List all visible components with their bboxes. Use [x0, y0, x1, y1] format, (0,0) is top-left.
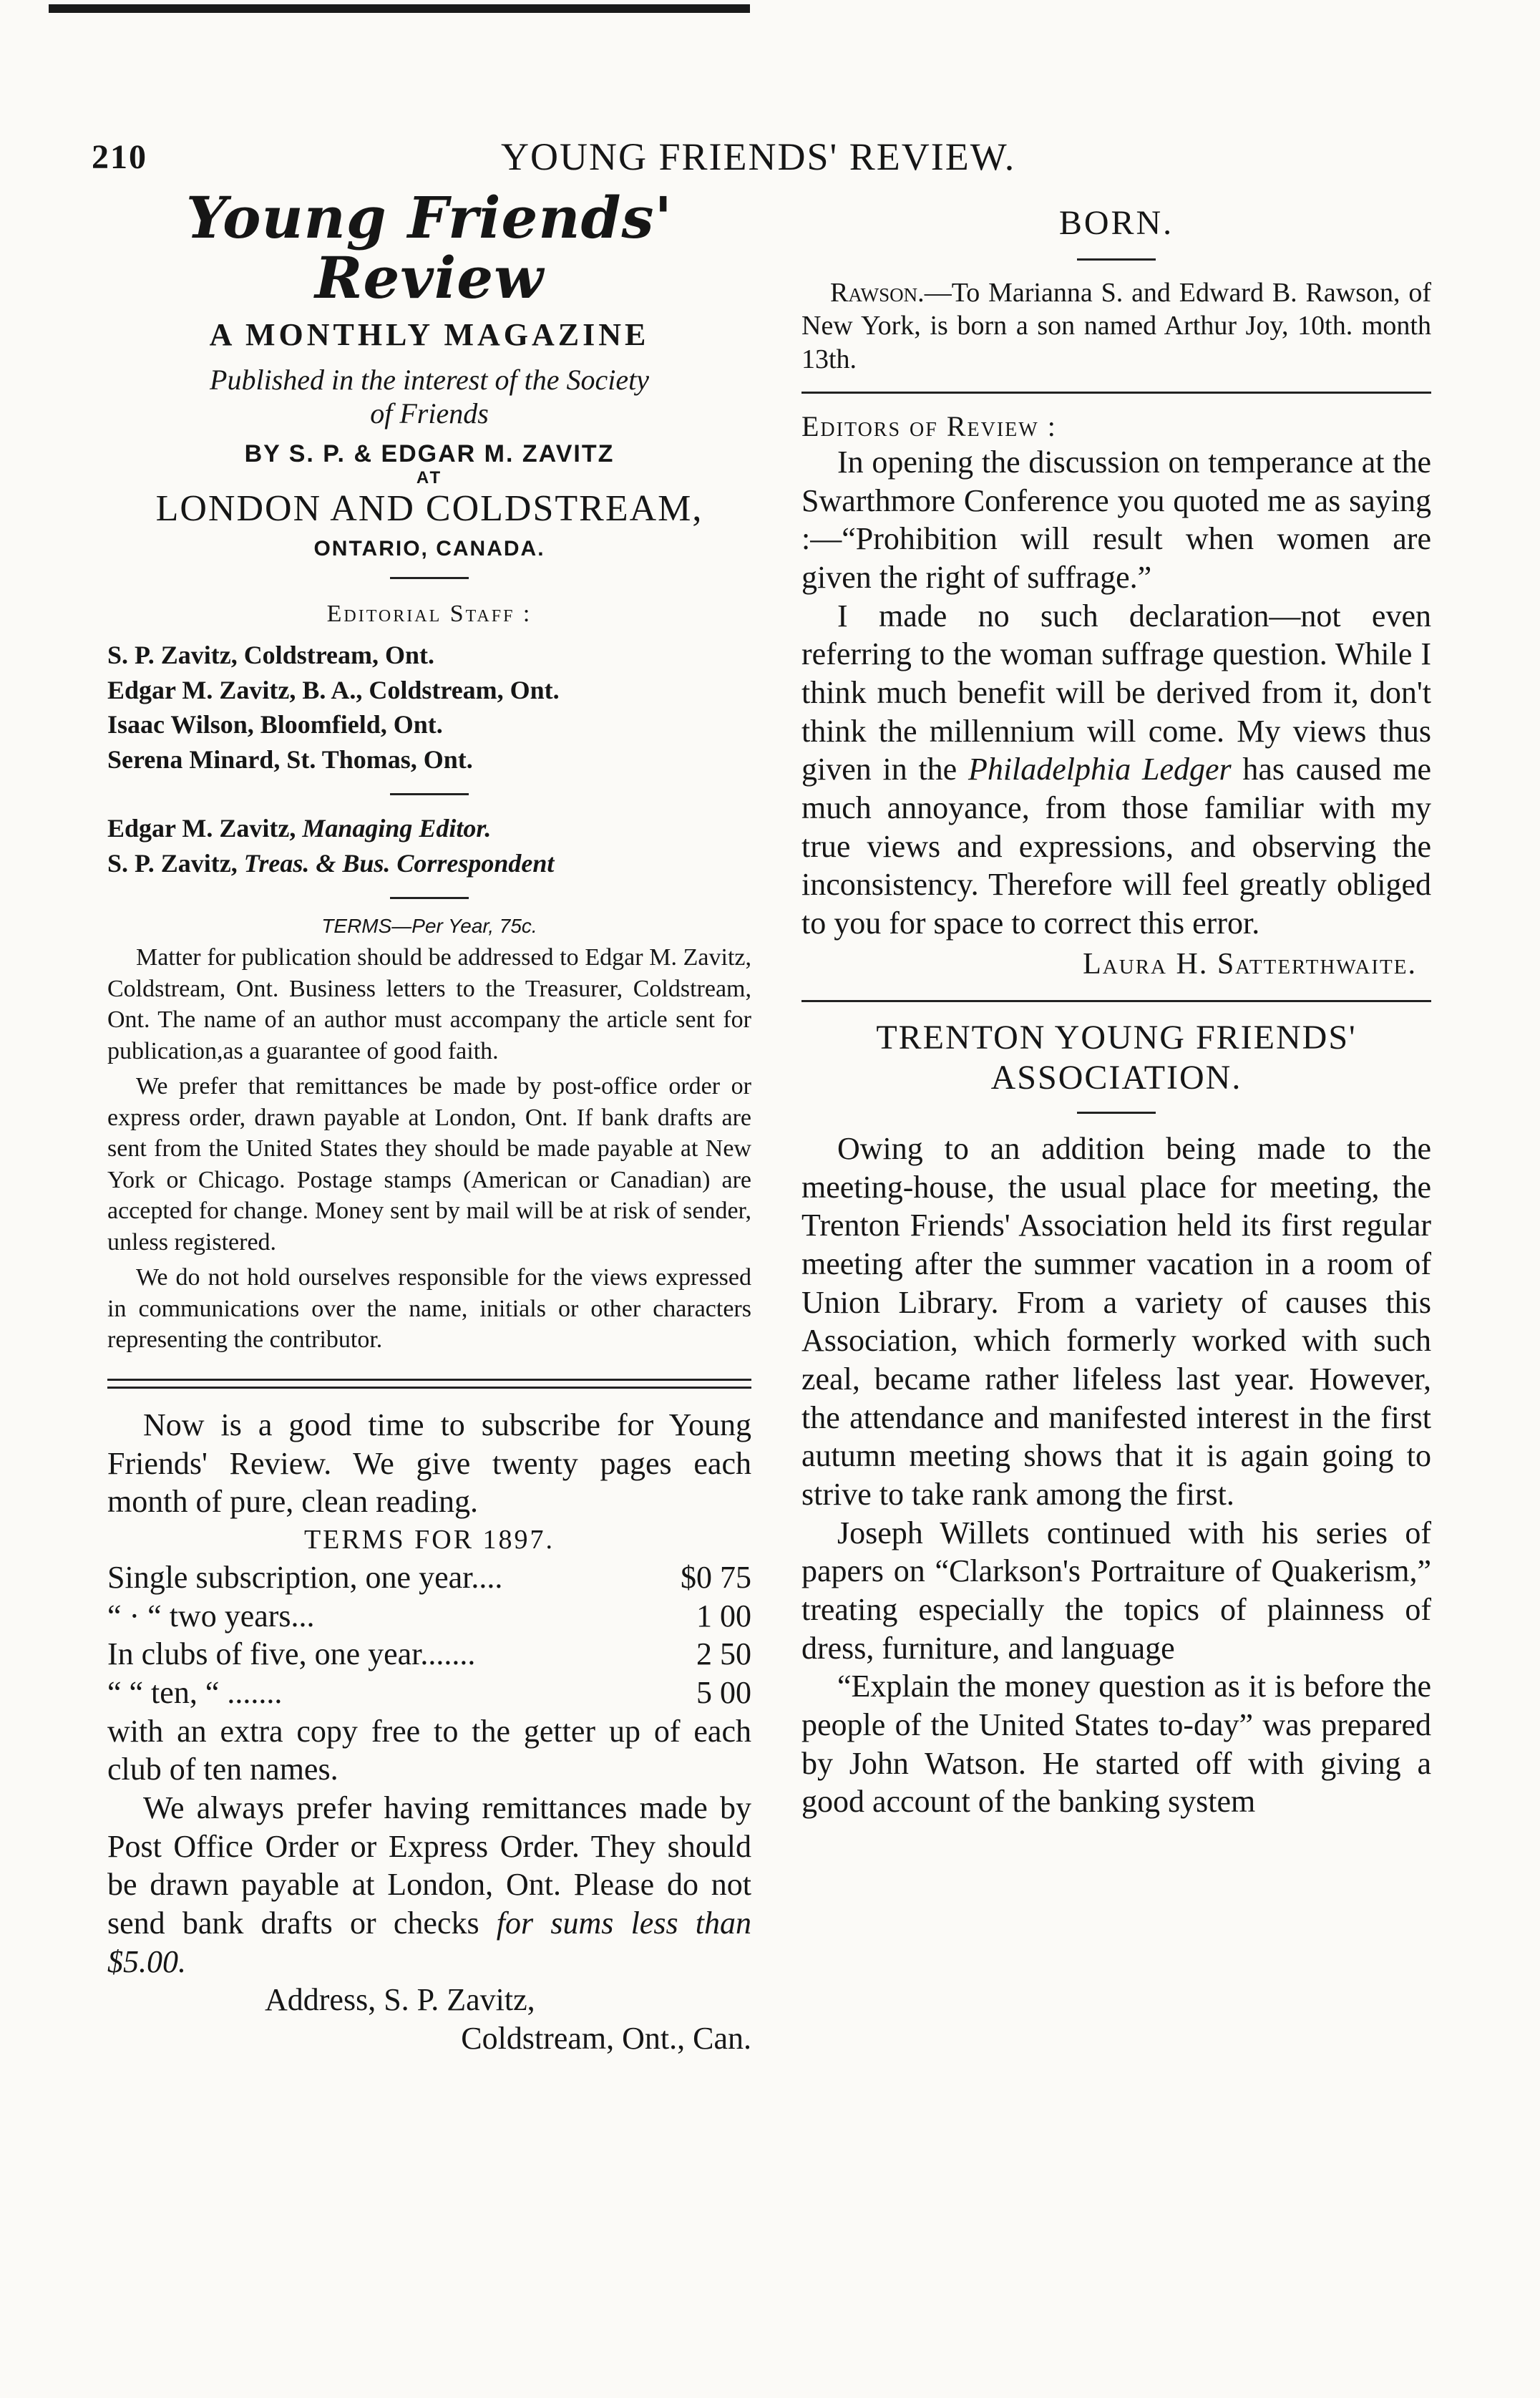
treasurer-line	[107, 846, 751, 881]
staff-heading: Editorial Staff :	[326, 600, 532, 627]
divider	[1077, 1112, 1156, 1114]
price-value: 2 50	[696, 1636, 751, 1672]
terms-year-heading: TERMS FOR 1897.	[303, 1525, 555, 1555]
letter-text: I made no such declaration—not even referring to the woman suffrage question. While I think much benefit will be derived from it, don't think the millennium will come. My views thus given in the	[801, 598, 1431, 787]
managing-editor-line	[107, 811, 751, 846]
price-list	[107, 1558, 751, 1712]
masthead-title: Young Friends' Review	[185, 184, 673, 311]
page-number: 210	[92, 138, 147, 176]
birth-text: —To Marianna S. and Edward B. Rawson, of New York, is born a son named Arthur Joy, 10th. month 13th.	[801, 278, 1431, 374]
letter-italic: Philadelphia Ledger	[968, 752, 1232, 787]
birth-name: Rawson.	[830, 278, 925, 308]
right-column	[801, 188, 1431, 1821]
region-line: ONTARIO, CANADA.	[313, 536, 545, 560]
price-label: “ “ ten, “ .......	[107, 1675, 283, 1711]
price-value: $0 75	[681, 1560, 751, 1595]
masthead-subtitle: A MONTHLY MAGAZINE	[209, 317, 650, 352]
treasurer-role: Treas. & Bus. Correspondent	[243, 849, 555, 878]
published-line-1: Published in the interest of the Society	[210, 364, 649, 396]
price-row	[107, 1674, 751, 1712]
club-extra: with an extra copy free to the getter up of each club of ten names.	[107, 1713, 751, 1787]
article-heading-line-2: ASSOCIATION.	[990, 1059, 1242, 1097]
running-head: YOUNG FRIENDS' REVIEW.	[501, 135, 1016, 178]
notice-paragraph: Matter for publication should be addressed to Edgar M. Zavitz, Coldstream, Ont. Business letters to the Treasurer, Coldstream, Ont. The name of an author must accompany the article sent for publication,as a guarantee of good faith.	[107, 944, 751, 1064]
staff-member: Isaac Wilson, Bloomfield, Ont.	[107, 710, 443, 739]
managing-editor-role: Managing Editor.	[302, 814, 492, 843]
divider	[801, 1000, 1431, 1002]
at-line: AT	[416, 468, 443, 488]
article-paragraph-2: Joseph Willets continued with his series of papers on “Clarkson's Portraiture of Quakerism,” treating especially the topics of plainness of dress, furniture, and language	[801, 1515, 1431, 1666]
price-value: 5 00	[696, 1675, 751, 1711]
letter-signature: Laura H. Satterthwaite.	[1083, 947, 1417, 981]
divider	[390, 793, 469, 795]
notice-paragraph: We prefer that remittances be made by post-office order or express order, drawn payable at London, Ont. If bank drafts are sent from the United States they should be made payable at New York or Chicago. Postage stamps (American or Canadian) are accepted for change. Money sent by mail will be at risk of sender, unless registered.	[107, 1073, 751, 1256]
double-rule	[107, 1379, 751, 1389]
price-row	[107, 1558, 751, 1597]
subscribe-intro: Now is a good time to subscribe for Young Friends' Review. We give twenty pages each month of pure, clean reading.	[107, 1407, 751, 1520]
notice-paragraph: We do not hold ourselves responsible for the views expressed in communications over the name, initials or other characters representing the contributor.	[107, 1264, 751, 1354]
address-line-2: Coldstream, Ont., Can.	[461, 2021, 751, 2057]
masthead-published-line	[107, 363, 751, 430]
staff-list	[107, 638, 751, 778]
place-line: LONDON AND COLDSTREAM,	[155, 488, 703, 530]
article-heading-line-1: TRENTON YOUNG FRIENDS'	[876, 1018, 1357, 1057]
editor-roles	[107, 811, 751, 881]
remittance-paragraph	[107, 1789, 751, 1981]
divider	[801, 392, 1431, 394]
address-line-1: Address, S. P. Zavitz,	[265, 1982, 535, 2018]
managing-editor-name: Edgar M. Zavitz,	[107, 814, 296, 843]
letter-paragraph-1: In opening the discussion on temperance at the Swarthmore Conference you quoted me as saying :—“Prohibition will result when women are given the right of suffrage.”	[801, 445, 1431, 596]
letter-paragraph-2	[801, 597, 1431, 943]
masthead	[107, 184, 751, 628]
divider	[390, 577, 469, 579]
divider	[1077, 258, 1156, 261]
article-paragraph-1: Owing to an addition being made to the meeting-house, the usual place for meeting, the Trenton Friends' Association held its first regular meeting after the summer vacation in a room of Union Library. From a variety of causes this Association, which formerly worked with such zeal, became rather lifeless last year. However, the attendance and manifested interest in the first autumn meeting shows that it is again going to strive to take rank among the first.	[801, 1131, 1431, 1513]
birth-notice	[801, 276, 1431, 376]
staff-member: Edgar M. Zavitz, B. A., Coldstream, Ont.	[107, 675, 560, 704]
divider	[390, 897, 469, 899]
article-heading	[801, 1018, 1431, 1099]
born-heading: BORN.	[1058, 204, 1174, 242]
by-line: BY S. P. & EDGAR M. ZAVITZ	[244, 440, 615, 468]
letter-text: has caused me much annoyance, from those familiar with my true views and expressions, and observing the inconsistency. Therefore will feel greatly obliged to you for space to correct this error.	[801, 752, 1431, 941]
article-paragraph-3: “Explain the money question as it is before the people of the United States to-day” was prepared by John Watson. He started off with giving a good account of the banking system	[801, 1669, 1431, 1820]
treasurer-name: S. P. Zavitz,	[107, 849, 238, 878]
price-label: In clubs of five, one year.......	[107, 1636, 476, 1672]
published-line-2: of Friends	[370, 397, 489, 430]
price-value: 1 00	[696, 1598, 751, 1634]
staff-member: Serena Minard, St. Thomas, Ont.	[107, 745, 473, 775]
staff-member: S. P. Zavitz, Coldstream, Ont.	[107, 640, 435, 669]
remittance-italic: for sums less than $5.00.	[107, 1906, 752, 1979]
price-row	[107, 1635, 751, 1674]
terms-line: TERMS—Per Year, 75c.	[321, 915, 537, 938]
letter-salutation: Editors of Review :	[801, 410, 1057, 443]
price-label: “ · “ two years...	[107, 1598, 315, 1634]
top-scan-edge	[49, 4, 750, 13]
remittance-text: We always prefer having remittances made by Post Office Order or Express Order. They should be drawn payable at London, Ont. Please do not send bank drafts or checks	[107, 1790, 751, 1941]
left-column	[107, 184, 752, 2058]
price-row	[107, 1597, 751, 1636]
price-label: Single subscription, one year....	[107, 1560, 503, 1595]
